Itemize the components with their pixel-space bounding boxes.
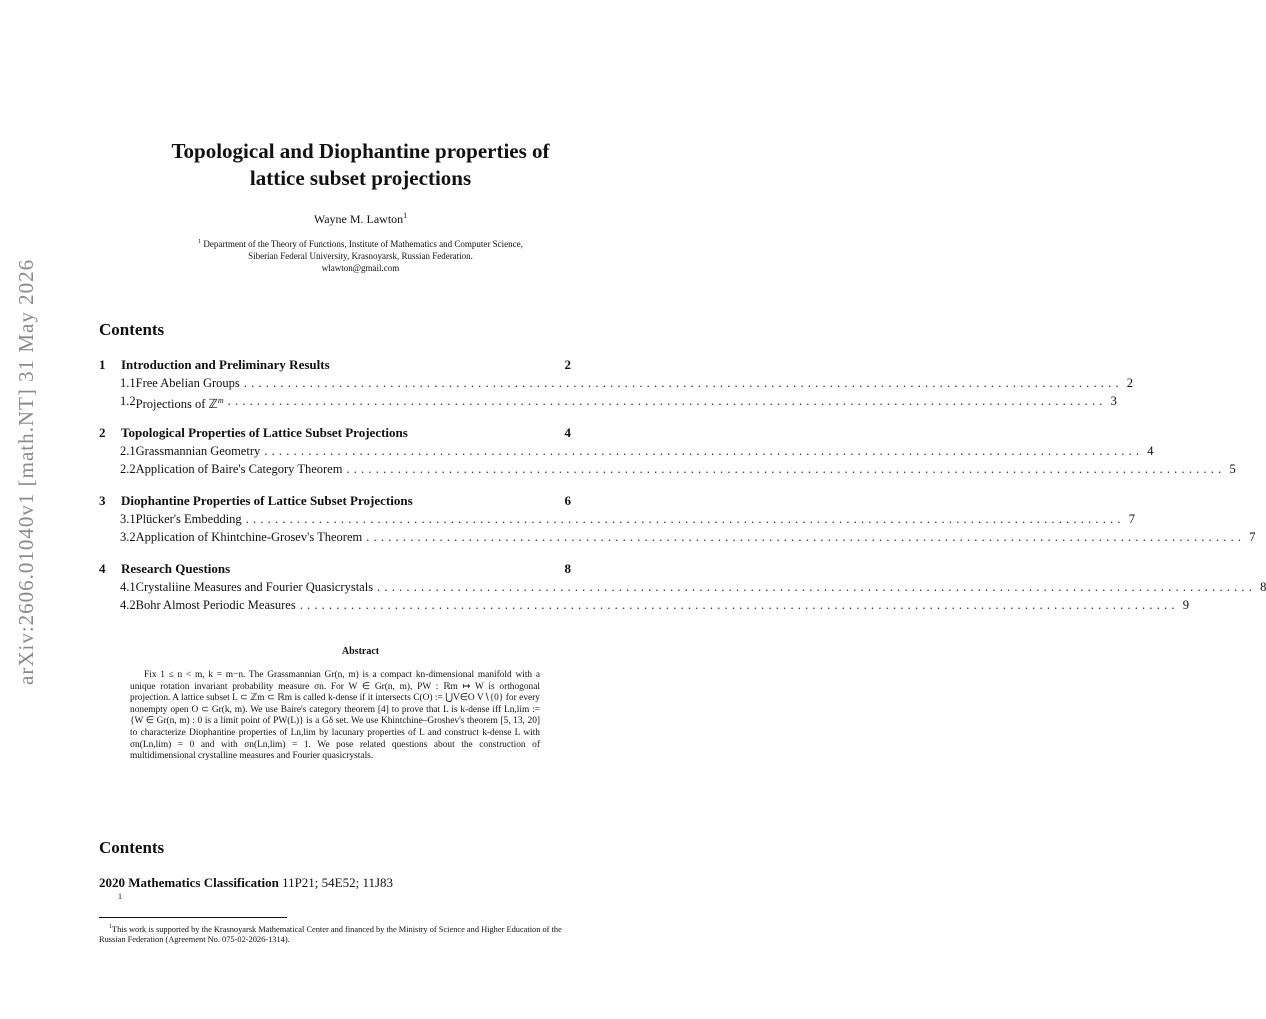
- toc-section-title: Diophantine Properties of Lattice Subset Projections: [121, 493, 413, 508]
- affiliation-block: [110, 236, 611, 274]
- toc-subsection-title-wrap: [136, 442, 261, 460]
- toc-subsection-number: 1.1: [120, 376, 136, 390]
- table-of-contents: [99, 356, 1266, 628]
- toc-section-entry[interactable]: [99, 492, 571, 510]
- toc-subsection-title-wrap: [136, 528, 363, 546]
- toc-subsection-number: 3.2: [120, 530, 136, 544]
- affiliation-marker: 1: [198, 239, 202, 245]
- title-line-1: Topological and Diophantine properties of: [171, 139, 550, 163]
- toc-subsection-page: 7: [1128, 512, 1135, 526]
- arxiv-identifier-stamp: arXiv:2606.01040v1 [math.NT] 31 May 2026: [14, 258, 38, 685]
- abstract-body: Fix 1 ≤ n < m, k = m−n. The Grassmannian Gr(n, m) is a compact kn-dimensional manifold with a unique rotation invariant probability measure σn. For W ∈ Gr(n, m), PW : ℝm ↦ W is orthogonal projection. A lattice subset L ⊂ ℤm ⊂ ℝm is called k-dense if it intersects C(O) := ⋃V∈O V∖{0} for every nonempty open O ⊂ Gr(k, m). We use Baire's category theorem [4] to prove that L is k-dense iff Ln,lim := {W ∈ Gr(n, m) : 0 is a limit point of PW(L)} is a Gδ set. We use Khintchine–Groshev's theorem [5, 13, 20] to characterize Diophantine properties of Ln,lim by lacunary properties of L and construct k-dense L with σn(Ln,lim) = 0 and with σn(Ln,lim) = 1. We pose related questions about the construction of multidimensional crystalline measures and Fourier quasicrystals.: [130, 670, 540, 762]
- toc-subsection-page: 4: [1147, 444, 1154, 458]
- toc-subsection-entry[interactable]: [99, 596, 1189, 614]
- toc-subsection-number: 1.2: [120, 394, 136, 408]
- toc-subsection-page: 7: [1249, 530, 1256, 544]
- toc-subsection-number: 4.1: [120, 580, 136, 594]
- footnote-number: 1: [109, 924, 112, 930]
- toc-section-block: [99, 424, 1236, 478]
- contents-heading: Contents: [99, 320, 165, 339]
- toc-section-title: Research Questions: [121, 561, 231, 576]
- author-line: [0, 211, 721, 227]
- msc-label: 2020 Mathematics Classification: [99, 875, 279, 890]
- abstract-heading: Abstract: [341, 646, 380, 657]
- toc-subsection-title: Projections of ℤ: [135, 397, 218, 412]
- toc-section-page: 2: [564, 357, 571, 372]
- toc-section-page: 6: [564, 493, 571, 508]
- toc-subsection-superscript: m: [217, 396, 224, 405]
- toc-subsection-page: 9: [1182, 598, 1189, 612]
- footnote: [99, 922, 574, 945]
- toc-subsection-entry[interactable]: [99, 578, 1266, 596]
- toc-subsection-title: Bohr Almost Periodic Measures: [135, 598, 296, 612]
- author-footnote-marker: 1: [403, 211, 408, 220]
- toc-section-block: [99, 560, 1266, 614]
- toc-section-number: 4: [99, 561, 106, 576]
- toc-subsection-page: 8: [1260, 580, 1266, 594]
- toc-subsection-title: Plücker's Embedding: [135, 512, 242, 526]
- toc-section-title: Topological Properties of Lattice Subset Projections: [121, 425, 408, 440]
- toc-subsection-number: 2.1: [120, 444, 136, 458]
- toc-subsection-title-wrap: [136, 460, 343, 478]
- footnote-rule: [99, 917, 287, 918]
- toc-subsection-number: 2.2: [120, 462, 136, 476]
- toc-subsection-title-wrap: [136, 510, 242, 528]
- contents-heading-repeat: Contents: [99, 838, 165, 857]
- msc-classification: [99, 875, 393, 891]
- toc-section-title: Introduction and Preliminary Results: [121, 357, 330, 372]
- toc-section-number: 1: [99, 357, 106, 372]
- toc-dot-leader: ........................................................................................................................: [299, 598, 1179, 612]
- msc-codes: 11P21; 54E52; 11J83: [282, 875, 394, 890]
- toc-subsection-title: Grassmannian Geometry: [135, 444, 261, 458]
- toc-subsection-title-wrap: [136, 578, 373, 596]
- footnote-marker: 1: [118, 892, 122, 901]
- title-line-2: lattice subset projections: [249, 166, 472, 190]
- paper-title: [0, 138, 721, 192]
- toc-section-number: 2: [99, 425, 106, 440]
- toc-section-entry[interactable]: [99, 356, 571, 374]
- toc-subsection-page: 2: [1126, 376, 1134, 390]
- toc-subsection-number: 3.1: [120, 512, 136, 526]
- toc-subsection-title: Free Abelian Groups: [135, 376, 240, 390]
- toc-subsection-entry[interactable]: [99, 528, 1256, 546]
- toc-subsection-entry[interactable]: [99, 460, 1236, 478]
- toc-section-entry[interactable]: [99, 424, 571, 442]
- author-email: wlawton@gmail.com: [321, 263, 400, 273]
- toc-dot-leader: ........................................................................................................................: [245, 512, 1125, 526]
- toc-subsection-number: 4.2: [120, 598, 136, 612]
- toc-dot-leader: ........................................................................................................................: [377, 580, 1257, 594]
- toc-subsection-entry[interactable]: [99, 392, 1117, 412]
- toc-subsection-title: Application of Baire's Category Theorem: [135, 462, 343, 476]
- toc-dot-leader: ........................................................................................................................: [346, 462, 1226, 476]
- toc-subsection-entry[interactable]: [99, 374, 1134, 392]
- toc-subsection-entry[interactable]: [99, 442, 1154, 460]
- toc-section-number: 3: [99, 493, 106, 508]
- toc-section-block: [99, 492, 1256, 546]
- toc-subsection-page: 5: [1229, 462, 1236, 476]
- toc-subsection-title: Application of Khintchine-Grosev's Theorem: [135, 530, 363, 544]
- author-name: Wayne M. Lawton: [313, 212, 404, 226]
- toc-dot-leader: ........................................................................................................................: [366, 530, 1246, 544]
- toc-dot-leader: ........................................................................................................................: [243, 376, 1123, 390]
- toc-subsection-title-wrap: [136, 596, 296, 614]
- toc-subsection-page: 3: [1110, 394, 1117, 408]
- toc-subsection-entry[interactable]: [99, 510, 1135, 528]
- affiliation-line-1: Department of the Theory of Functions, Institute of Mathematics and Computer Science,: [203, 239, 523, 249]
- toc-section-page: 8: [564, 561, 571, 576]
- toc-subsection-title-wrap: [136, 392, 224, 410]
- toc-subsection-title: Crystaliine Measures and Fourier Quasicrystals: [135, 580, 374, 594]
- toc-section-page: 4: [564, 425, 571, 440]
- affiliation-line-2: Siberian Federal University, Krasnoyarsk, Russian Federation.: [248, 251, 473, 261]
- toc-subsection-title-wrap: [136, 374, 240, 392]
- toc-dot-leader: ........................................................................................................................: [227, 394, 1107, 408]
- footnote-text: This work is supported by the Krasnoyarsk Mathematical Center and financed by the Ministry of Science and Higher Education of the Russian Federation (Agreement No. 075-02-2026-1314).: [99, 924, 562, 944]
- toc-dot-leader: ........................................................................................................................: [264, 444, 1144, 458]
- toc-section-entry[interactable]: [99, 560, 571, 578]
- toc-section-block: [99, 356, 1134, 412]
